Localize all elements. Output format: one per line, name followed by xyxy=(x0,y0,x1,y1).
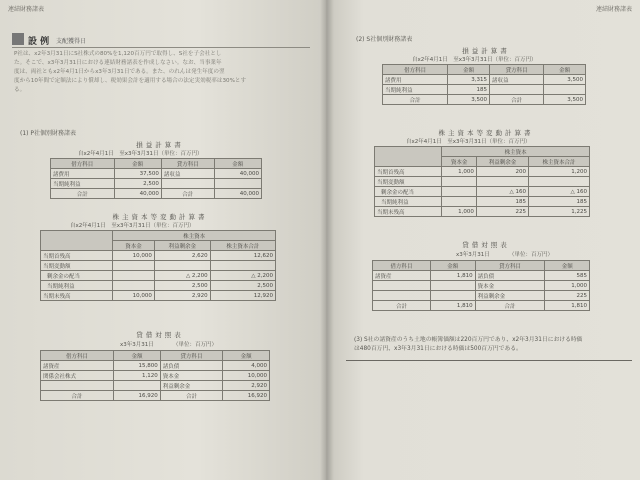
bs-title: 貸借対照表 xyxy=(462,241,510,249)
table-cell: 借方科目 xyxy=(51,159,115,169)
table-row xyxy=(383,85,586,95)
table-cell: 貸方科目 xyxy=(160,351,223,361)
table-cell: 当期純利益 xyxy=(41,281,113,291)
table-cell: 資本金 xyxy=(113,241,155,251)
bs-table xyxy=(372,260,590,311)
table-total-row xyxy=(373,301,590,311)
table-cell xyxy=(373,281,431,291)
table-cell: 1,000 xyxy=(442,167,477,177)
pl-period: 自x2年4月1日 至x3年3月31日（単位：百万円） xyxy=(412,57,537,63)
table-cell: 当期末残高 xyxy=(375,207,442,217)
pl-table xyxy=(50,158,262,199)
pl-period: 自x2年4月1日 至x3年3月31日（単位：百万円） xyxy=(78,151,203,157)
table-row xyxy=(375,207,590,217)
table-cell xyxy=(210,261,275,271)
table-cell xyxy=(154,261,210,271)
section-divider xyxy=(346,360,632,361)
table-cell: 10,000 xyxy=(113,291,155,301)
table-cell: 当期純利益 xyxy=(375,197,442,207)
pl-title: 損益計算書 xyxy=(462,47,510,55)
ss-table xyxy=(40,230,276,301)
table-cell: 12,620 xyxy=(210,251,275,261)
table-cell: 40,000 xyxy=(214,169,261,179)
paragraph-line: た。そこで、x3年3月31日における連結財務諸表を作成しなさい。なお、当事業年 xyxy=(14,60,222,66)
table-cell: 金額 xyxy=(431,261,476,271)
table-cell: 資本金 xyxy=(475,281,545,291)
table-cell: 金額 xyxy=(114,159,161,169)
table-cell xyxy=(41,231,113,251)
table-row xyxy=(375,177,590,187)
table-cell: 合計 xyxy=(373,301,431,311)
table-cell: 諸資産 xyxy=(41,361,114,371)
table-row xyxy=(373,291,590,301)
table-cell: 株主資本合計 xyxy=(529,157,590,167)
table-cell xyxy=(41,381,114,391)
table-cell: 3,500 xyxy=(544,75,586,85)
table-cell: 諸負債 xyxy=(160,361,223,371)
table-cell: 貸方科目 xyxy=(475,261,545,271)
table-cell: 16,920 xyxy=(114,391,161,401)
table-cell: 225 xyxy=(545,291,590,301)
table-cell: 2,920 xyxy=(223,381,270,391)
table-row xyxy=(41,251,276,261)
running-header-right: 連結財務諸表 xyxy=(595,6,632,13)
table-cell: 合計 xyxy=(51,189,115,199)
table-cell: 利益剰余金 xyxy=(475,291,545,301)
table-cell xyxy=(113,261,155,271)
table-cell: 585 xyxy=(545,271,590,281)
paragraph-line: P社は、x2年3月31日にS社株式の80%を1,120百万円で取得し、S社を子会社とし xyxy=(14,51,222,57)
table-row xyxy=(373,281,590,291)
table-cell: 3,500 xyxy=(544,95,586,105)
right-page xyxy=(326,0,640,480)
paragraph-line: 度は、両社ともx2年4月1日からx3年3月31日である。また、のれんは発生年度の翌 xyxy=(14,69,225,75)
table-cell xyxy=(476,177,528,187)
table-cell: △ 160 xyxy=(529,187,590,197)
table-cell: △ 2,200 xyxy=(210,271,275,281)
table-cell: 1,120 xyxy=(114,371,161,381)
table-cell: 当期末残高 xyxy=(41,291,113,301)
table-cell: 金額 xyxy=(214,159,261,169)
note-line: は480百万円、x3年3月31日における時価は500百万円である。 xyxy=(354,346,522,352)
table-cell: 合計 xyxy=(490,95,544,105)
table-cell: 諸収益 xyxy=(161,169,214,179)
table-cell: 剰余金の配当 xyxy=(375,187,442,197)
table-cell xyxy=(373,291,431,301)
table-cell: 利益剰余金 xyxy=(154,241,210,251)
table-header-row xyxy=(373,261,590,271)
table-cell xyxy=(442,177,477,187)
ss-period: 自x2年4月1日 至x3年3月31日（単位：百万円） xyxy=(406,139,531,145)
table-cell: 諸負債 xyxy=(475,271,545,281)
table-cell xyxy=(431,291,476,301)
table-cell: 1,000 xyxy=(442,207,477,217)
table-row xyxy=(51,169,262,179)
table-cell: 3,500 xyxy=(448,95,490,105)
table-cell xyxy=(431,281,476,291)
table-cell: 貸方科目 xyxy=(490,65,544,75)
table-cell: 200 xyxy=(476,167,528,177)
table-header-row xyxy=(383,65,586,75)
section-subtitle: 支配獲得日 xyxy=(56,38,87,45)
table-cell xyxy=(375,147,442,167)
table-cell: 当期首残高 xyxy=(375,167,442,177)
table-cell: 10,000 xyxy=(113,251,155,261)
table-cell xyxy=(442,197,477,207)
pl-table xyxy=(382,64,586,105)
table-cell: 合計 xyxy=(475,301,545,311)
table-header-row xyxy=(41,351,270,361)
table-cell: 185 xyxy=(529,197,590,207)
running-header-left: 連結財務諸表 xyxy=(8,6,45,13)
paragraph-line: る。 xyxy=(14,87,26,93)
table-total-row xyxy=(51,189,262,199)
table-cell: 12,920 xyxy=(210,291,275,301)
table-cell: 諸費用 xyxy=(383,75,448,85)
table-cell: 1,000 xyxy=(545,281,590,291)
table-cell: 合計 xyxy=(41,391,114,401)
bs-period: x3年3月31日 （単位：百万円） xyxy=(120,342,218,348)
pl-title: 損益計算書 xyxy=(136,141,184,149)
table-cell: 16,920 xyxy=(223,391,270,401)
table-cell: 貸方科目 xyxy=(161,159,214,169)
table-cell xyxy=(161,179,214,189)
table-cell: 借方科目 xyxy=(383,65,448,75)
table-row xyxy=(375,187,590,197)
table-cell: 1,810 xyxy=(431,271,476,281)
table-cell: 当期首残高 xyxy=(41,251,113,261)
table-cell: 2,500 xyxy=(210,281,275,291)
table-cell: 4,000 xyxy=(223,361,270,371)
table-cell: 合計 xyxy=(383,95,448,105)
bs-table xyxy=(40,350,270,401)
table-cell: 当期変動額 xyxy=(375,177,442,187)
table-total-row xyxy=(383,95,586,105)
table-cell: 185 xyxy=(476,197,528,207)
section-title: 設 例 xyxy=(28,37,50,47)
table-row xyxy=(51,179,262,189)
book-gutter xyxy=(320,0,334,480)
table-cell: 当期純利益 xyxy=(51,179,115,189)
table-cell: 37,500 xyxy=(114,169,161,179)
ss-table xyxy=(374,146,590,217)
table-cell: 利益剰余金 xyxy=(160,381,223,391)
ss-title: 株主資本等変動計算書 xyxy=(112,213,208,221)
table-cell: 金額 xyxy=(223,351,270,361)
table-cell: 合計 xyxy=(160,391,223,401)
item-2-label: (2) S社個別財務諸表 xyxy=(356,36,413,43)
table-cell xyxy=(113,281,155,291)
bs-period: x3年3月31日 （単位：百万円） xyxy=(456,252,554,258)
table-cell xyxy=(442,187,477,197)
table-cell: 諸収益 xyxy=(490,75,544,85)
table-cell: 株主資本 xyxy=(113,231,276,241)
table-row xyxy=(41,261,276,271)
table-cell: 剰余金の配当 xyxy=(41,271,113,281)
section-number-box xyxy=(12,33,24,45)
table-row xyxy=(375,197,590,207)
table-cell: 金額 xyxy=(114,351,161,361)
table-cell: 1,200 xyxy=(529,167,590,177)
table-cell: 金額 xyxy=(545,261,590,271)
problem-paragraph xyxy=(14,50,314,95)
table-cell xyxy=(114,381,161,391)
table-cell: △ 160 xyxy=(476,187,528,197)
table-cell: 225 xyxy=(476,207,528,217)
table-row xyxy=(41,281,276,291)
table-cell: 2,500 xyxy=(154,281,210,291)
table-cell: 3,315 xyxy=(448,75,490,85)
note-line: (3) S社の諸資産のうち土地の帳簿価額は220百万円であり、x2年3月31日における時価 xyxy=(354,337,583,343)
table-header-row xyxy=(51,159,262,169)
table-cell xyxy=(529,177,590,187)
table-cell: 関係会社株式 xyxy=(41,371,114,381)
table-cell: 2,620 xyxy=(154,251,210,261)
item-1-label: (1) P社個別財務諸表 xyxy=(20,130,77,137)
table-cell: 諸費用 xyxy=(51,169,115,179)
table-cell: 10,000 xyxy=(223,371,270,381)
ss-period: 自x2年4月1日 至x3年3月31日（単位：百万円） xyxy=(70,223,195,229)
table-cell: 利益剰余金 xyxy=(476,157,528,167)
table-cell xyxy=(544,85,586,95)
table-cell: 1,810 xyxy=(431,301,476,311)
table-row xyxy=(41,271,276,281)
table-cell: 40,000 xyxy=(114,189,161,199)
table-cell: 1,225 xyxy=(529,207,590,217)
table-row xyxy=(375,167,590,177)
table-cell: △ 2,200 xyxy=(154,271,210,281)
table-total-row xyxy=(41,391,270,401)
table-cell: 当期純利益 xyxy=(383,85,448,95)
table-row xyxy=(383,75,586,85)
table-header-row xyxy=(41,231,276,241)
table-row xyxy=(41,291,276,301)
paragraph-line: 度から10年間で定額法により償却し、税効果会計を適用する場合の法定実効税率は30%とす xyxy=(14,78,247,84)
table-row xyxy=(41,361,270,371)
table-row xyxy=(41,371,270,381)
table-cell xyxy=(113,271,155,281)
table-cell: 2,500 xyxy=(114,179,161,189)
table-cell: 40,000 xyxy=(214,189,261,199)
table-cell: 資本金 xyxy=(442,157,477,167)
table-cell: 当期変動額 xyxy=(41,261,113,271)
table-cell: 1,810 xyxy=(545,301,590,311)
table-cell: 15,800 xyxy=(114,361,161,371)
table-row xyxy=(373,271,590,281)
table-row xyxy=(41,381,270,391)
table-cell: 資本金 xyxy=(160,371,223,381)
table-cell: 金額 xyxy=(544,65,586,75)
table-cell: 株主資本 xyxy=(442,147,590,157)
table-cell: 185 xyxy=(448,85,490,95)
section-heading xyxy=(12,33,310,48)
table-cell xyxy=(214,179,261,189)
table-cell xyxy=(490,85,544,95)
table-cell: 借方科目 xyxy=(373,261,431,271)
table-cell: 借方科目 xyxy=(41,351,114,361)
table-cell: 株主資本合計 xyxy=(210,241,275,251)
table-cell: 2,920 xyxy=(154,291,210,301)
table-cell: 合計 xyxy=(161,189,214,199)
table-cell: 諸資産 xyxy=(373,271,431,281)
bs-title: 貸借対照表 xyxy=(136,331,184,339)
note-3 xyxy=(354,336,634,354)
table-header-row xyxy=(375,147,590,157)
table-cell: 金額 xyxy=(448,65,490,75)
ss-title: 株主資本等変動計算書 xyxy=(438,129,534,137)
